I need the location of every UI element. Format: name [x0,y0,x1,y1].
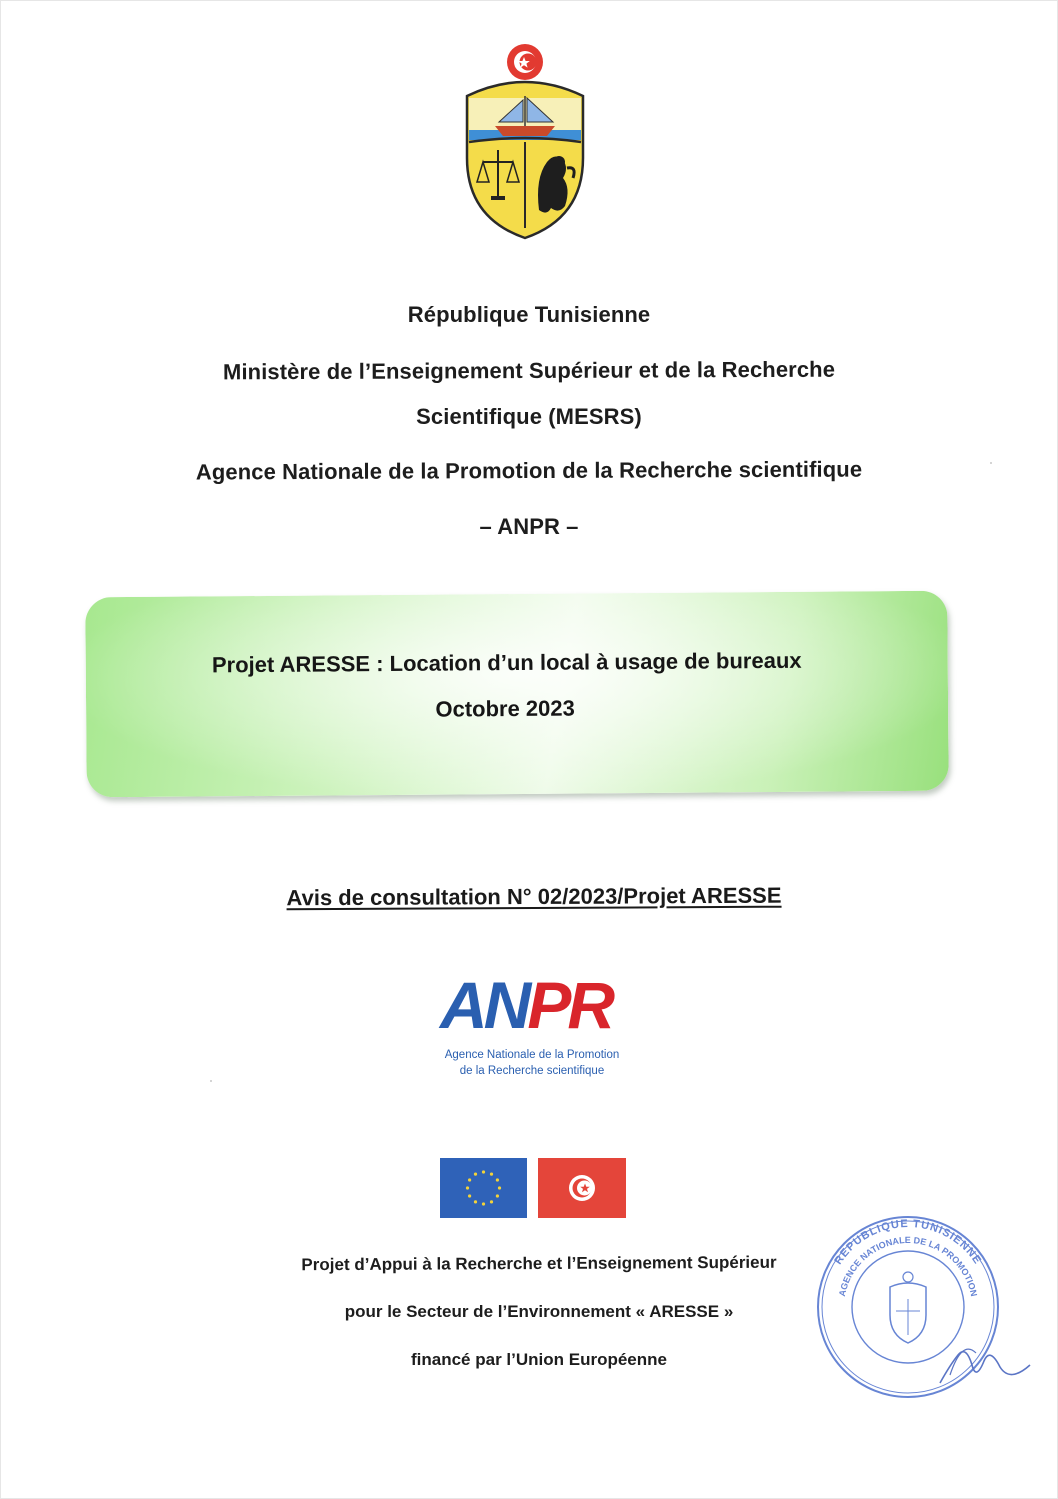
footer-line-3: financé par l’Union Européenne [411,1350,667,1369]
ministry-line-2: Scientifique (MESRS) [416,404,642,429]
tunisia-crescent-icon [538,1158,626,1218]
notice-title-text: Avis de consultation N° 02/2023/Projet ARESSE [286,882,782,911]
anpr-logo-subtitle-1: Agence Nationale de la Promotion [444,1049,620,1061]
svg-text:REPUBLIQUE TUNISIENNE: REPUBLIQUE TUNISIENNE [832,1217,984,1267]
agency-acronym: – ANPR – [479,514,579,539]
footer-line-1: Projet d’Appui à la Recherche et l’Enseignement Supérieur [301,1252,777,1275]
notice-title [0,881,1058,913]
anpr-logo-letters: ANPR [440,968,612,1042]
eu-flag-icon [440,1158,527,1218]
anpr-logo-subtitle-2: de la Recherche scientifique [459,1065,605,1077]
title-box [85,591,949,798]
tunisia-flag-icon [538,1158,626,1218]
official-stamp-icon [800,1215,1035,1405]
anpr-logo [432,970,642,1085]
country-name: République Tunisienne [407,302,651,327]
svg-text:AGENCE NATIONALE DE LA PROMOTI: AGENCE NATIONALE DE LA PROMOTION [836,1234,980,1298]
scan-speck [210,1080,212,1082]
footer-line-2: pour le Secteur de l’Environnement « ARESSE » [344,1302,734,1321]
eu-stars-icon [440,1158,527,1218]
ministry-line-1: Ministère de l’Enseignement Supérieur et de la Recherche [222,356,836,385]
agency-name: Agence Nationale de la Promotion de la Recherche scientifique [195,456,863,485]
tunisia-coat-of-arms-icon [455,38,595,243]
scan-speck [990,462,992,464]
project-date: Octobre 2023 [435,695,575,722]
project-title: Projet ARESSE : Location d’un local à usage de bureaux [211,647,802,678]
